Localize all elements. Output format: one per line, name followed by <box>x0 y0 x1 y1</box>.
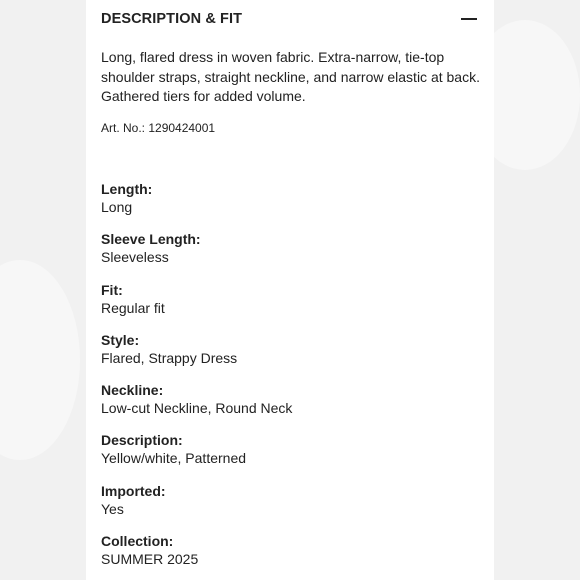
section-header[interactable] <box>101 10 479 30</box>
attribute-value: Regular fit <box>101 299 165 316</box>
attribute-value: Low-cut Neckline, Round Neck <box>101 400 293 417</box>
attribute-list <box>101 180 479 580</box>
attribute-label: Collection: <box>101 533 174 550</box>
attribute-label: Description: <box>101 432 183 449</box>
article-number: Art. No.: 1290424001 <box>101 121 216 135</box>
attribute-label: Fit: <box>101 281 123 298</box>
attribute-value: Long <box>101 199 133 215</box>
attribute-imported <box>101 482 479 532</box>
attribute-sleeve-length <box>101 230 479 280</box>
attribute-fit <box>101 281 479 331</box>
minus-icon-bar <box>461 18 477 20</box>
attribute-value: Flared, Strappy Dress <box>101 349 238 366</box>
attribute-value: Yellow/white, Patterned <box>101 450 247 467</box>
attribute-label: Sleeve Length: <box>101 231 201 248</box>
attribute-label: Style: <box>101 331 140 348</box>
attribute-length <box>101 180 479 230</box>
attribute-label: Length: <box>101 181 153 197</box>
section-title: DESCRIPTION & FIT <box>101 11 243 27</box>
attribute-neckline <box>101 381 479 431</box>
attribute-label: Imported: <box>101 482 166 499</box>
attribute-label: Neckline: <box>101 382 164 399</box>
product-description: Long, flared dress in woven fabric. Extra-narrow, tie-top shoulder straps, straight neckline, and narrow elastic at back. Gathered tiers for added volume. <box>101 49 480 104</box>
description-fit-panel <box>86 0 494 580</box>
attribute-style <box>101 331 479 381</box>
attribute-value: SUMMER 2025 <box>101 551 199 568</box>
attribute-value: Yes <box>101 500 124 517</box>
attribute-value: Sleeveless <box>101 249 169 266</box>
minus-icon[interactable] <box>461 10 479 28</box>
background-shape <box>0 260 80 460</box>
attribute-description <box>101 431 479 481</box>
attribute-collection <box>101 532 479 580</box>
